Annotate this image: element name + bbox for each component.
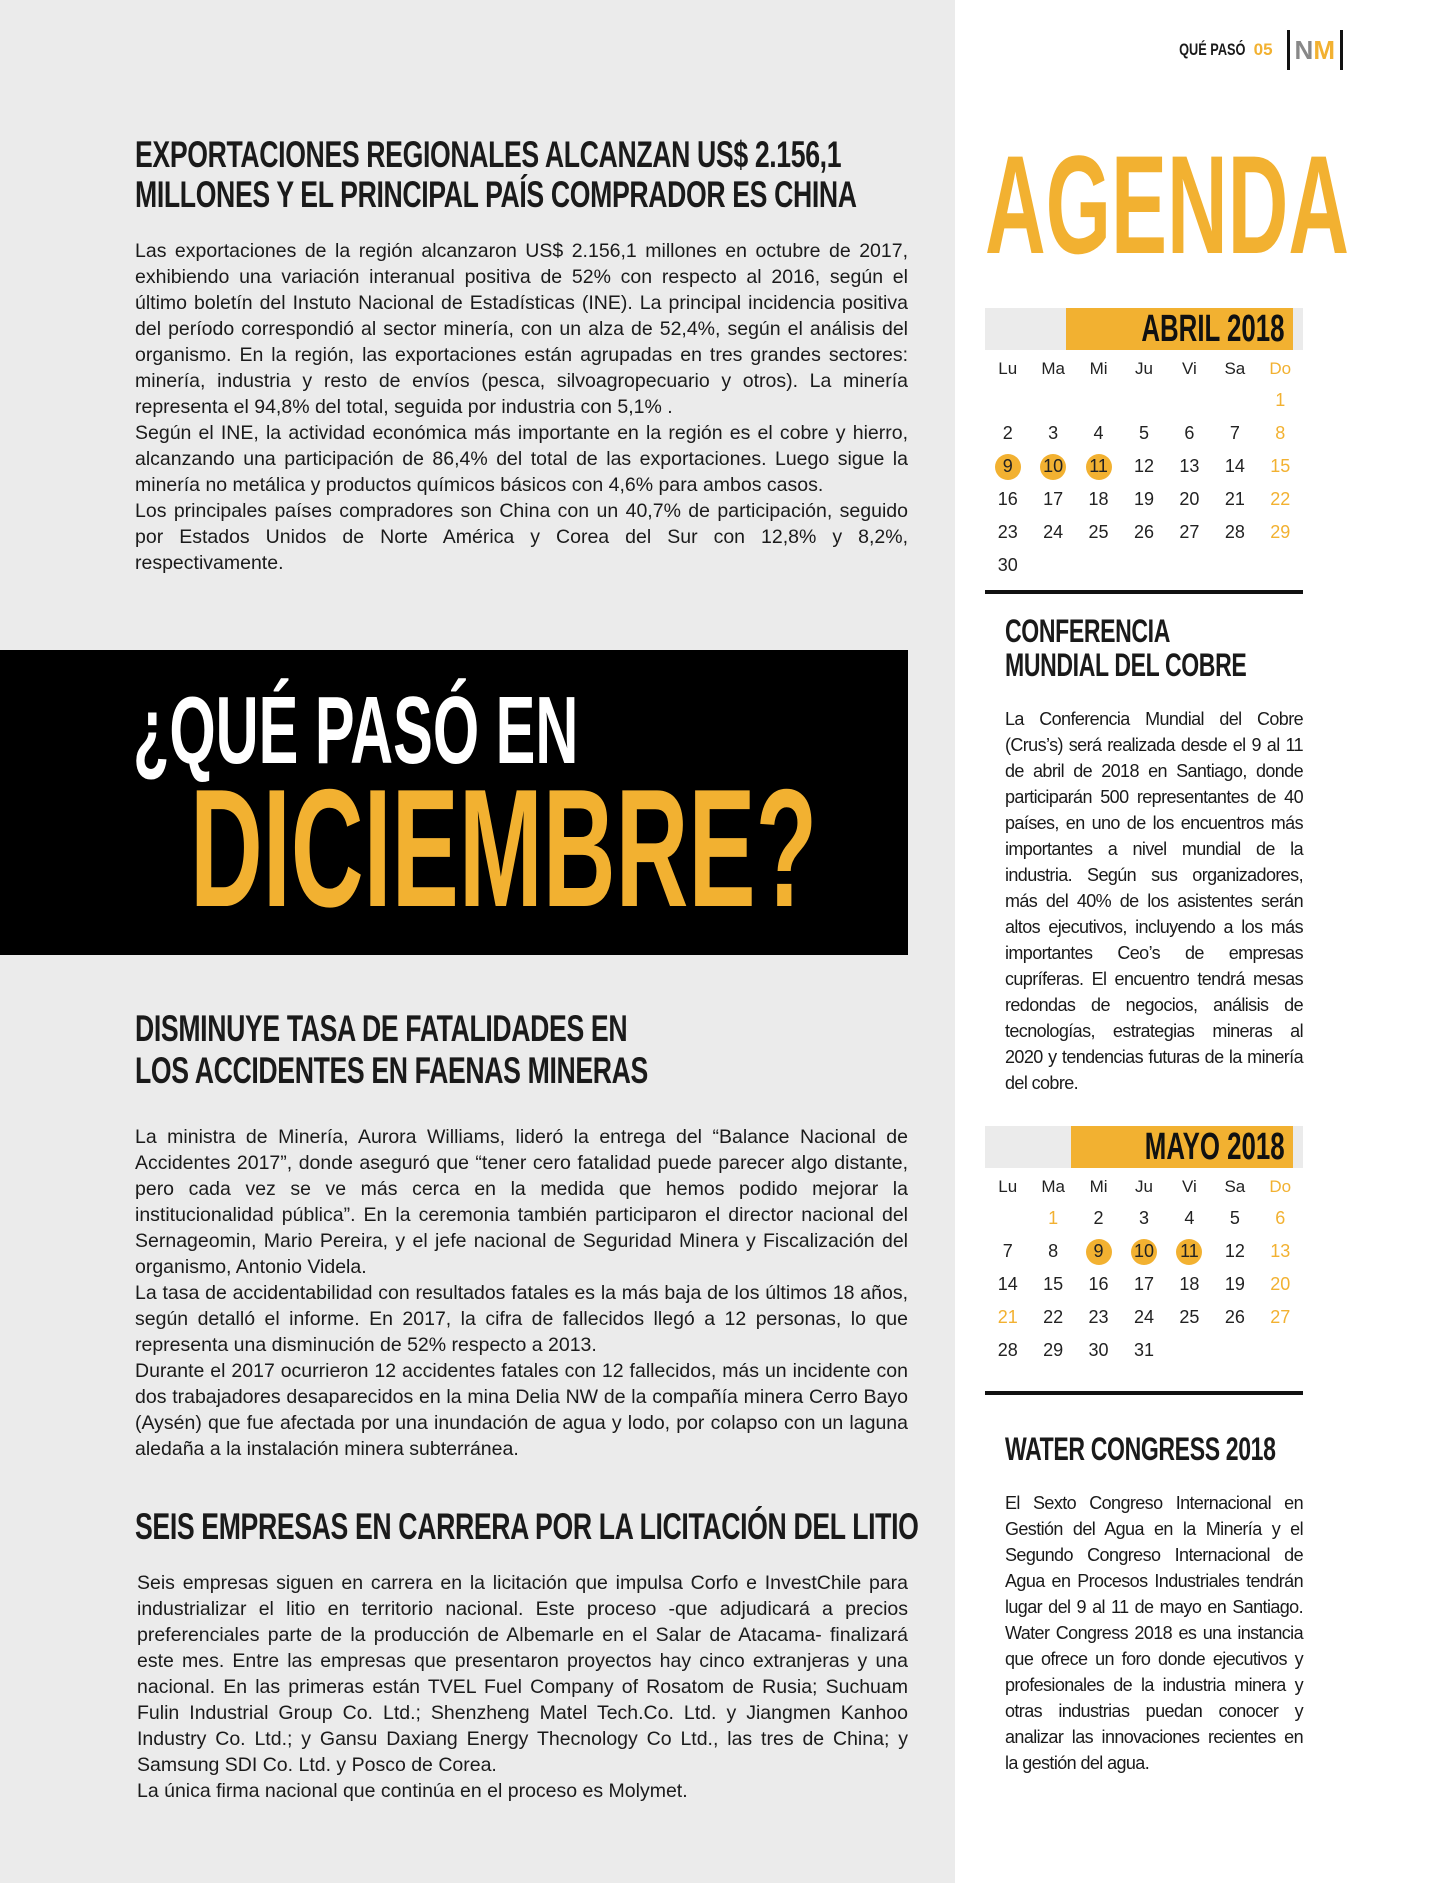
calendar-day: 9 — [1076, 1235, 1121, 1268]
calendar-day: 22 — [1270, 489, 1291, 509]
calendar-day: 29 — [1043, 1340, 1064, 1360]
calendar-day: 24 — [1133, 1307, 1154, 1327]
weekday-label: Sa — [1224, 359, 1246, 378]
weekday-label: Mi — [1089, 1177, 1108, 1196]
exports-title: EXPORTACIONES REGIONALES ALCANZAN US$ 2.156,1 MILLONES Y EL PRINCIPAL PAÍS COMPRADOR ES CHINA — [135, 134, 857, 215]
weekday-label: Sa — [1224, 1177, 1246, 1196]
calendar-day: 13 — [1270, 1241, 1291, 1261]
calendar-day: 14 — [997, 1274, 1018, 1294]
calendar-may-grid — [985, 1172, 1303, 1367]
calendar-day: 5 — [1229, 1208, 1240, 1228]
calendar-may — [985, 1126, 1303, 1395]
calendar-day: 8 — [1275, 423, 1286, 443]
calendar-day: 28 — [1224, 522, 1245, 542]
weekday-label: Vi — [1182, 359, 1197, 378]
calendar-may-label: MAYO 2018 — [1071, 1126, 1293, 1168]
calendar-day: 10 — [1030, 450, 1075, 483]
calendar-day: 1 — [1048, 1208, 1059, 1228]
calendar-day: 9 — [985, 450, 1030, 483]
weekday-label: Do — [1269, 359, 1292, 378]
calendar-day: 3 — [1048, 423, 1059, 443]
calendar-day: 14 — [1224, 456, 1245, 476]
nm-logo-icon: NM — [1287, 30, 1343, 70]
calendar-day: 23 — [1088, 1307, 1109, 1327]
calendar-day: 4 — [1184, 1208, 1195, 1228]
calendar-day: 30 — [1088, 1340, 1109, 1360]
calendar-april-grid — [985, 354, 1303, 582]
calendar-day: 25 — [1179, 1307, 1200, 1327]
calendar-day: 2 — [1093, 1208, 1104, 1228]
calendar-day: 11 — [1076, 450, 1121, 483]
calendar-day: 18 — [1179, 1274, 1200, 1294]
calendar-day: 27 — [1270, 1307, 1291, 1327]
calendar-day: 26 — [1133, 522, 1154, 542]
weekday-label: Ju — [1135, 1177, 1153, 1196]
calendar-day: 21 — [1224, 489, 1245, 509]
calendar-day: 5 — [1138, 423, 1149, 443]
weekday-label: Ma — [1041, 359, 1065, 378]
calendar-day: 18 — [1088, 489, 1109, 509]
calendar-day: 28 — [997, 1340, 1018, 1360]
exports-body: Las exportaciones de la región alcanzaron US$ 2.156,1 millones en octubre de 2017, exhibiendo una variación interanual positiva de 52% con respecto al 2016, según el último boletín del Instuto Nacional de Estadísticas (INE). La principal incidencia positiva del período correspondió al sector minería, con un alza de 52,4%, según el análisis del organismo. En la región, las exportaciones están agrupadas en tres grandes sectores: minería, industria y resto de envíos (pesca, silvoagropecuario y otros). La minería representa el 94,8% del total, seguida por industria con 5,1% . Según el INE, la actividad económica más importante en la región es el cobre y hierro, alcanzando una participación de 86,4% del total de las exportaciones. Luego sigue la minería no metálica y productos químicos básicos con 4,6% para ambos casos. Los principales países compradores son China con un 40,7% de participación, seguido por Estados Unidos de Norte América y Corea del Sur con 12,8% y 8,2%, respectivamente. — [135, 240, 908, 574]
divider — [985, 1391, 1303, 1395]
calendar-day: 7 — [1229, 423, 1240, 443]
calendar-day: 19 — [1224, 1274, 1245, 1294]
calendar-day: 7 — [1002, 1241, 1013, 1261]
calendar-day — [985, 1202, 1030, 1235]
calendar-day: 12 — [1133, 456, 1154, 476]
calendar-day: 29 — [1270, 522, 1291, 542]
hero-line-2: DICIEMBRE? — [190, 754, 818, 942]
weekday-label: Mi — [1089, 359, 1108, 378]
calendar-day: 6 — [1184, 423, 1195, 443]
water-text: El Sexto Congreso Internacional en Gestión del Agua en la Minería y el Segundo Congreso Internacional de Agua en Procesos Industriales tendrán lugar del 9 al 11 de mayo en Santiago. Water Congress 2018 es una instancia que ofrece un foro donde ejecutivos y profesionales de la industria minera y otras industrias puedan conocer y analizar las innovaciones recientes en la gestión del agua. — [1005, 1493, 1303, 1773]
calendar-day: 11 — [1167, 1235, 1212, 1268]
calendar-april — [985, 308, 1303, 594]
weekday-label: Ma — [1041, 1177, 1065, 1196]
calendar-day: 10 — [1121, 1235, 1166, 1268]
calendar-day: 17 — [1043, 489, 1064, 509]
calendar-day: 16 — [997, 489, 1018, 509]
divider — [985, 590, 1303, 594]
calendar-day: 15 — [1043, 1274, 1064, 1294]
calendar-day: 25 — [1088, 522, 1109, 542]
lithium-title: SEIS EMPRESAS EN CARRERA POR LA LICITACIÓN DEL LITIO — [135, 1506, 919, 1547]
calendar-day — [985, 384, 1030, 417]
fatalities-title: DISMINUYE TASA DE FATALIDADES EN LOS ACCIDENTES EN FAENAS MINERAS — [135, 1008, 648, 1091]
exports-article — [135, 135, 908, 215]
calendar-day: 30 — [997, 555, 1018, 575]
calendar-day: 17 — [1133, 1274, 1154, 1294]
calendar-day — [1076, 384, 1121, 417]
copper-title: CONFERENCIA MUNDIAL DEL COBRE — [1005, 613, 1247, 683]
calendar-day — [1121, 384, 1166, 417]
calendar-day: 21 — [997, 1307, 1018, 1327]
calendar-day: 27 — [1179, 522, 1200, 542]
calendar-day: 24 — [1043, 522, 1064, 542]
calendar-day — [1030, 384, 1075, 417]
calendar-day — [1167, 384, 1212, 417]
calendar-day: 4 — [1093, 423, 1104, 443]
lithium-body: Seis empresas siguen en carrera en la licitación que impulsa Corfo e InvestChile para industrializar el litio en territorio nacional. Este proceso -que adjudicará a precios preferenciales parte de la producción de Albemarle en el Salar de Atacama- finalizará este mes. Entre las empresas que presentaron proyectos hay cinco extranjeras y una nacional. En las primeras están TVEL Fuel Company of Rosatom de Rusia; Suchuam Fulin Industrial Group Co. Ltd.; Shenzheng Matel Tech.Co. Ltd. y Jiangmen Kanhoo Industry Co. Ltd.; y Gansu Daxiang Energy Thecnology Co Ltd., las tres de China; y Samsung SDI Co. Ltd. y Posco de Corea. La única firma nacional que continúa en el proceso es Molymet. — [137, 1572, 908, 1802]
calendar-day: 20 — [1179, 489, 1200, 509]
page-number: 05 — [1253, 40, 1273, 59]
fatalities-body: La ministra de Minería, Aurora Williams, lideró la entrega del “Balance Nacional de Accidentes 2017”, donde aseguró que “tener cero fatalidad puede parecer algo distante, pero cada vez se ve más cerca en la medida que hemos podido mejorar la institucionalidad pública”. En la ceremonia también participaron el director nacional del Sernageomin, Mario Pereira, y el jefe nacional de Seguridad Minera y Fiscalización del organismo, Antonio Videla. La tasa de accidentabilidad con resultados fatales es la más baja de los últimos 18 años, según detalló el informe. En 2017, la cifra de fallecidos llegó a 12 personas, lo que representa una disminución de 52% respecto a 2013. Durante el 2017 ocurrieron 12 accidentes fatales con 12 fallecidos, más un incidente con dos trabajadores desaparecidos en la mina Delia NW de la compañía minera Cerro Bayo (Aysén) que fue afectada por una inundación de agua y lodo, por colapso con un laguna aledaña a la instalación minera subterránea. — [135, 1126, 908, 1460]
weekday-label: Do — [1269, 1177, 1292, 1196]
calendar-day: 3 — [1138, 1208, 1149, 1228]
hero-banner — [0, 650, 908, 955]
section-label: QUÉ PASÓ — [1179, 40, 1246, 59]
calendar-day: 12 — [1224, 1241, 1245, 1261]
calendar-day: 19 — [1133, 489, 1154, 509]
calendar-day: 20 — [1270, 1274, 1291, 1294]
weekday-label: Lu — [998, 359, 1018, 378]
calendar-day: 8 — [1048, 1241, 1059, 1261]
calendar-day: 15 — [1270, 456, 1291, 476]
weekday-label: Lu — [998, 1177, 1018, 1196]
page-header — [1157, 30, 1343, 70]
hero-line-1: ¿QUÉ PASÓ EN — [133, 677, 579, 784]
calendar-day: 6 — [1275, 1208, 1286, 1228]
calendar-day: 23 — [997, 522, 1018, 542]
water-title: WATER CONGRESS 2018 — [1005, 1431, 1276, 1467]
calendar-day: 16 — [1088, 1274, 1109, 1294]
calendar-day — [1212, 384, 1257, 417]
agenda-title: AGENDA — [985, 126, 1350, 283]
calendar-day: 26 — [1224, 1307, 1245, 1327]
calendar-april-label: ABRIL 2018 — [1066, 308, 1293, 350]
calendar-day: 22 — [1043, 1307, 1064, 1327]
weekday-label: Vi — [1182, 1177, 1197, 1196]
calendar-day: 13 — [1179, 456, 1200, 476]
weekday-label: Ju — [1135, 359, 1153, 378]
calendar-day: 31 — [1133, 1340, 1154, 1360]
copper-text: La Conferencia Mundial del Cobre (Crus’s) será realizada desde el 9 al 11 de abril de 2018 en Santiago, donde participarán 500 representantes de 40 países, en uno de los encuentros más importantes a nivel mundial de la industria. Según sus organizadores, más del 40% de los asistentes serán altos ejecutivos, incluyendo a los más importantes Ceo’s de empresas cupríferas. El encuentro tendrá mesas redondas de negocios, análisis de tecnologías, estrategias mineras al 2020 y tendencias futuras de la minería del cobre. — [1005, 709, 1303, 1093]
calendar-day: 2 — [1002, 423, 1013, 443]
calendar-day: 1 — [1275, 390, 1286, 410]
